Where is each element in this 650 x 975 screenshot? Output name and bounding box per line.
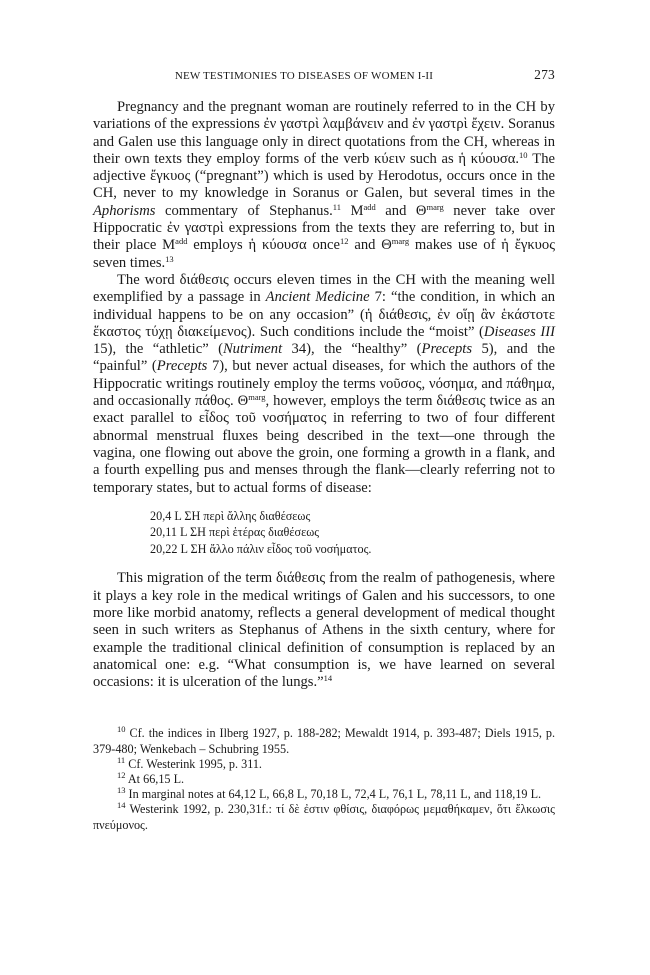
footnote <box>93 802 555 832</box>
running-head <box>93 66 555 86</box>
footnote-number: 13 <box>117 785 126 796</box>
text-run: Pregnancy and the pregnant woman are routinely referred to in the CH by variations of the expressions ἐν γαστρὶ λαμβάνειν and ἐν γαστρὶ ἔχειν. Soranus and Galen use this language only in direct quotations from the CH, whereas in their own texts they employ forms of the verb κύειν such as ἡ κύουσα. <box>93 99 555 167</box>
footnote-text: Cf. Westerink 1995, p. 311. <box>125 756 262 771</box>
paragraph-diathesis <box>93 272 555 497</box>
text-run: 5), and the “painful” ( <box>93 341 556 375</box>
footnote-text: In marginal notes at 64,12 L, 66,8 L, 70,18 L, 72,4 L, 76,1 L, 78,11 L, and 118,19 L. <box>125 787 542 802</box>
work-title: Precepts <box>156 358 208 375</box>
footnote-number: 10 <box>117 724 126 735</box>
quote-line: 20,11 L ΣΗ περὶ ἑτέρας διαθέσεως <box>150 525 320 540</box>
paragraph-pregnancy <box>93 99 555 272</box>
work-title: Diseases III <box>483 323 555 340</box>
paragraph-migration <box>93 570 555 691</box>
footnote-text: Westerink 1992, p. 230,31f.: τί δὲ ἐστιν φθίσις, διαφόρως μεμαθήκαμεν, ὅτι ἕλκωσις πνεύμονος. <box>93 802 555 832</box>
text-run: M <box>340 202 364 219</box>
footnote-text: Cf. the indices in Ilberg 1927, p. 188-282; Mewaldt 1914, p. 393-487; Diels 1915, p. 379-480; Wenkebach – Schubring 1955. <box>93 726 555 756</box>
footnote-number: 11 <box>117 754 126 765</box>
work-title: Nutriment <box>222 341 283 358</box>
footnote <box>93 787 555 802</box>
text-run: employs ἡ κύουσα once <box>187 237 341 254</box>
text-run: 34), the “healthy” ( <box>282 341 422 358</box>
footnote-ref-10: 10 <box>519 149 528 160</box>
work-title: Ancient Medicine <box>265 289 370 306</box>
text-run: 15), the “athletic” ( <box>93 341 223 358</box>
footnote-ref-11: 11 <box>332 201 341 212</box>
footnote-ref-12: 12 <box>340 236 349 247</box>
page-number: 273 <box>534 67 555 82</box>
siglum-superscript: marg <box>248 392 266 403</box>
quote-line: 20,4 L ΣΗ περὶ ἄλλης διαθέσεως <box>150 508 311 523</box>
text-run: makes use of ἡ ἔγκυος seven times. <box>93 237 555 271</box>
text-run: 7: “the condition, in which an individual happens to be on any occasion” (ἡ διάθεσις, ἐν οἵῃ ἂν ἑκάστοτε ἕκαστος τύχῃ διακείμενος). Such conditions include the “moist” ( <box>93 289 555 340</box>
footnote-text: At 66,15 L. <box>125 772 185 787</box>
text-run: The adjective ἔγκυος (“pregnant”) which is used by Herodotus, occurs once in the CH, never to my knowledge in Soranus or Galen, but several times in the <box>93 150 555 202</box>
text-run: commentary of Stephanus. <box>155 202 333 219</box>
footnote <box>93 726 555 756</box>
text-run: , however, employs the term διάθεσις twice as an exact parallel to εἶδος τοῦ νοσήματος in referring to two of four different abnormal menstrual fluxes being described in the text—one through the vagina, one flowing out above the groin, one forming a growth in a flank, and a fourth expelling pus and menses through the flank—clearly referring not to temporary states, but to actual forms of disease: <box>93 393 555 496</box>
block-quote <box>150 508 555 558</box>
siglum-superscript: add <box>363 201 376 212</box>
work-title: Aphorisms <box>93 202 156 219</box>
text-run: and Θ <box>348 237 392 254</box>
footnote-number: 14 <box>117 800 126 811</box>
footnote <box>93 754 555 772</box>
siglum-superscript: marg <box>391 236 410 247</box>
siglum-superscript: marg <box>426 201 444 212</box>
work-title: Precepts <box>421 341 473 358</box>
text-run: 7), but never actual diseases, for which the authors of the Hippocratic writings routinely employ the terms νοῦσος, νόσημα, and πάθημα, and occasionally πάθος. Θ <box>93 358 555 410</box>
footnote-ref-13: 13 <box>165 253 174 264</box>
page <box>93 66 555 833</box>
text-run: The word διάθεσις occurs eleven times in the CH with the meaning well exemplified by a passage in <box>93 271 555 306</box>
quote-line: 20,22 L ΣΗ ἄλλο πάλιν εἶδος τοῦ νοσήματος. <box>150 541 372 556</box>
footnotes <box>93 726 555 832</box>
running-title: NEW TESTIMONIES TO DISEASES OF WOMEN I-II <box>174 70 434 82</box>
text-run: never take over Hippocratic ἐν γαστρὶ expressions from the texts they are referring to, but in their place M <box>93 202 556 254</box>
footnote-ref-14: 14 <box>323 673 333 684</box>
text-run: This migration of the term διάθεσις from the realm of pathogenesis, where it plays a key role in the medical writings of Galen and his successors, to one more like morbid anatomy, reflects a general development of medical thought seen in such writers as Stephanus of Athens in the sixth century, where for example the traditional clinical definition of consumption is replaced by an anatomical one: e.g. “What consumption is, we have learned on several occasions: it is ulceration of the lungs.” <box>93 570 555 691</box>
footnote-number: 12 <box>117 770 126 781</box>
text-run: and Θ <box>375 202 427 219</box>
footnote <box>93 772 555 787</box>
body-text <box>93 99 555 691</box>
siglum-superscript: add <box>175 236 188 247</box>
